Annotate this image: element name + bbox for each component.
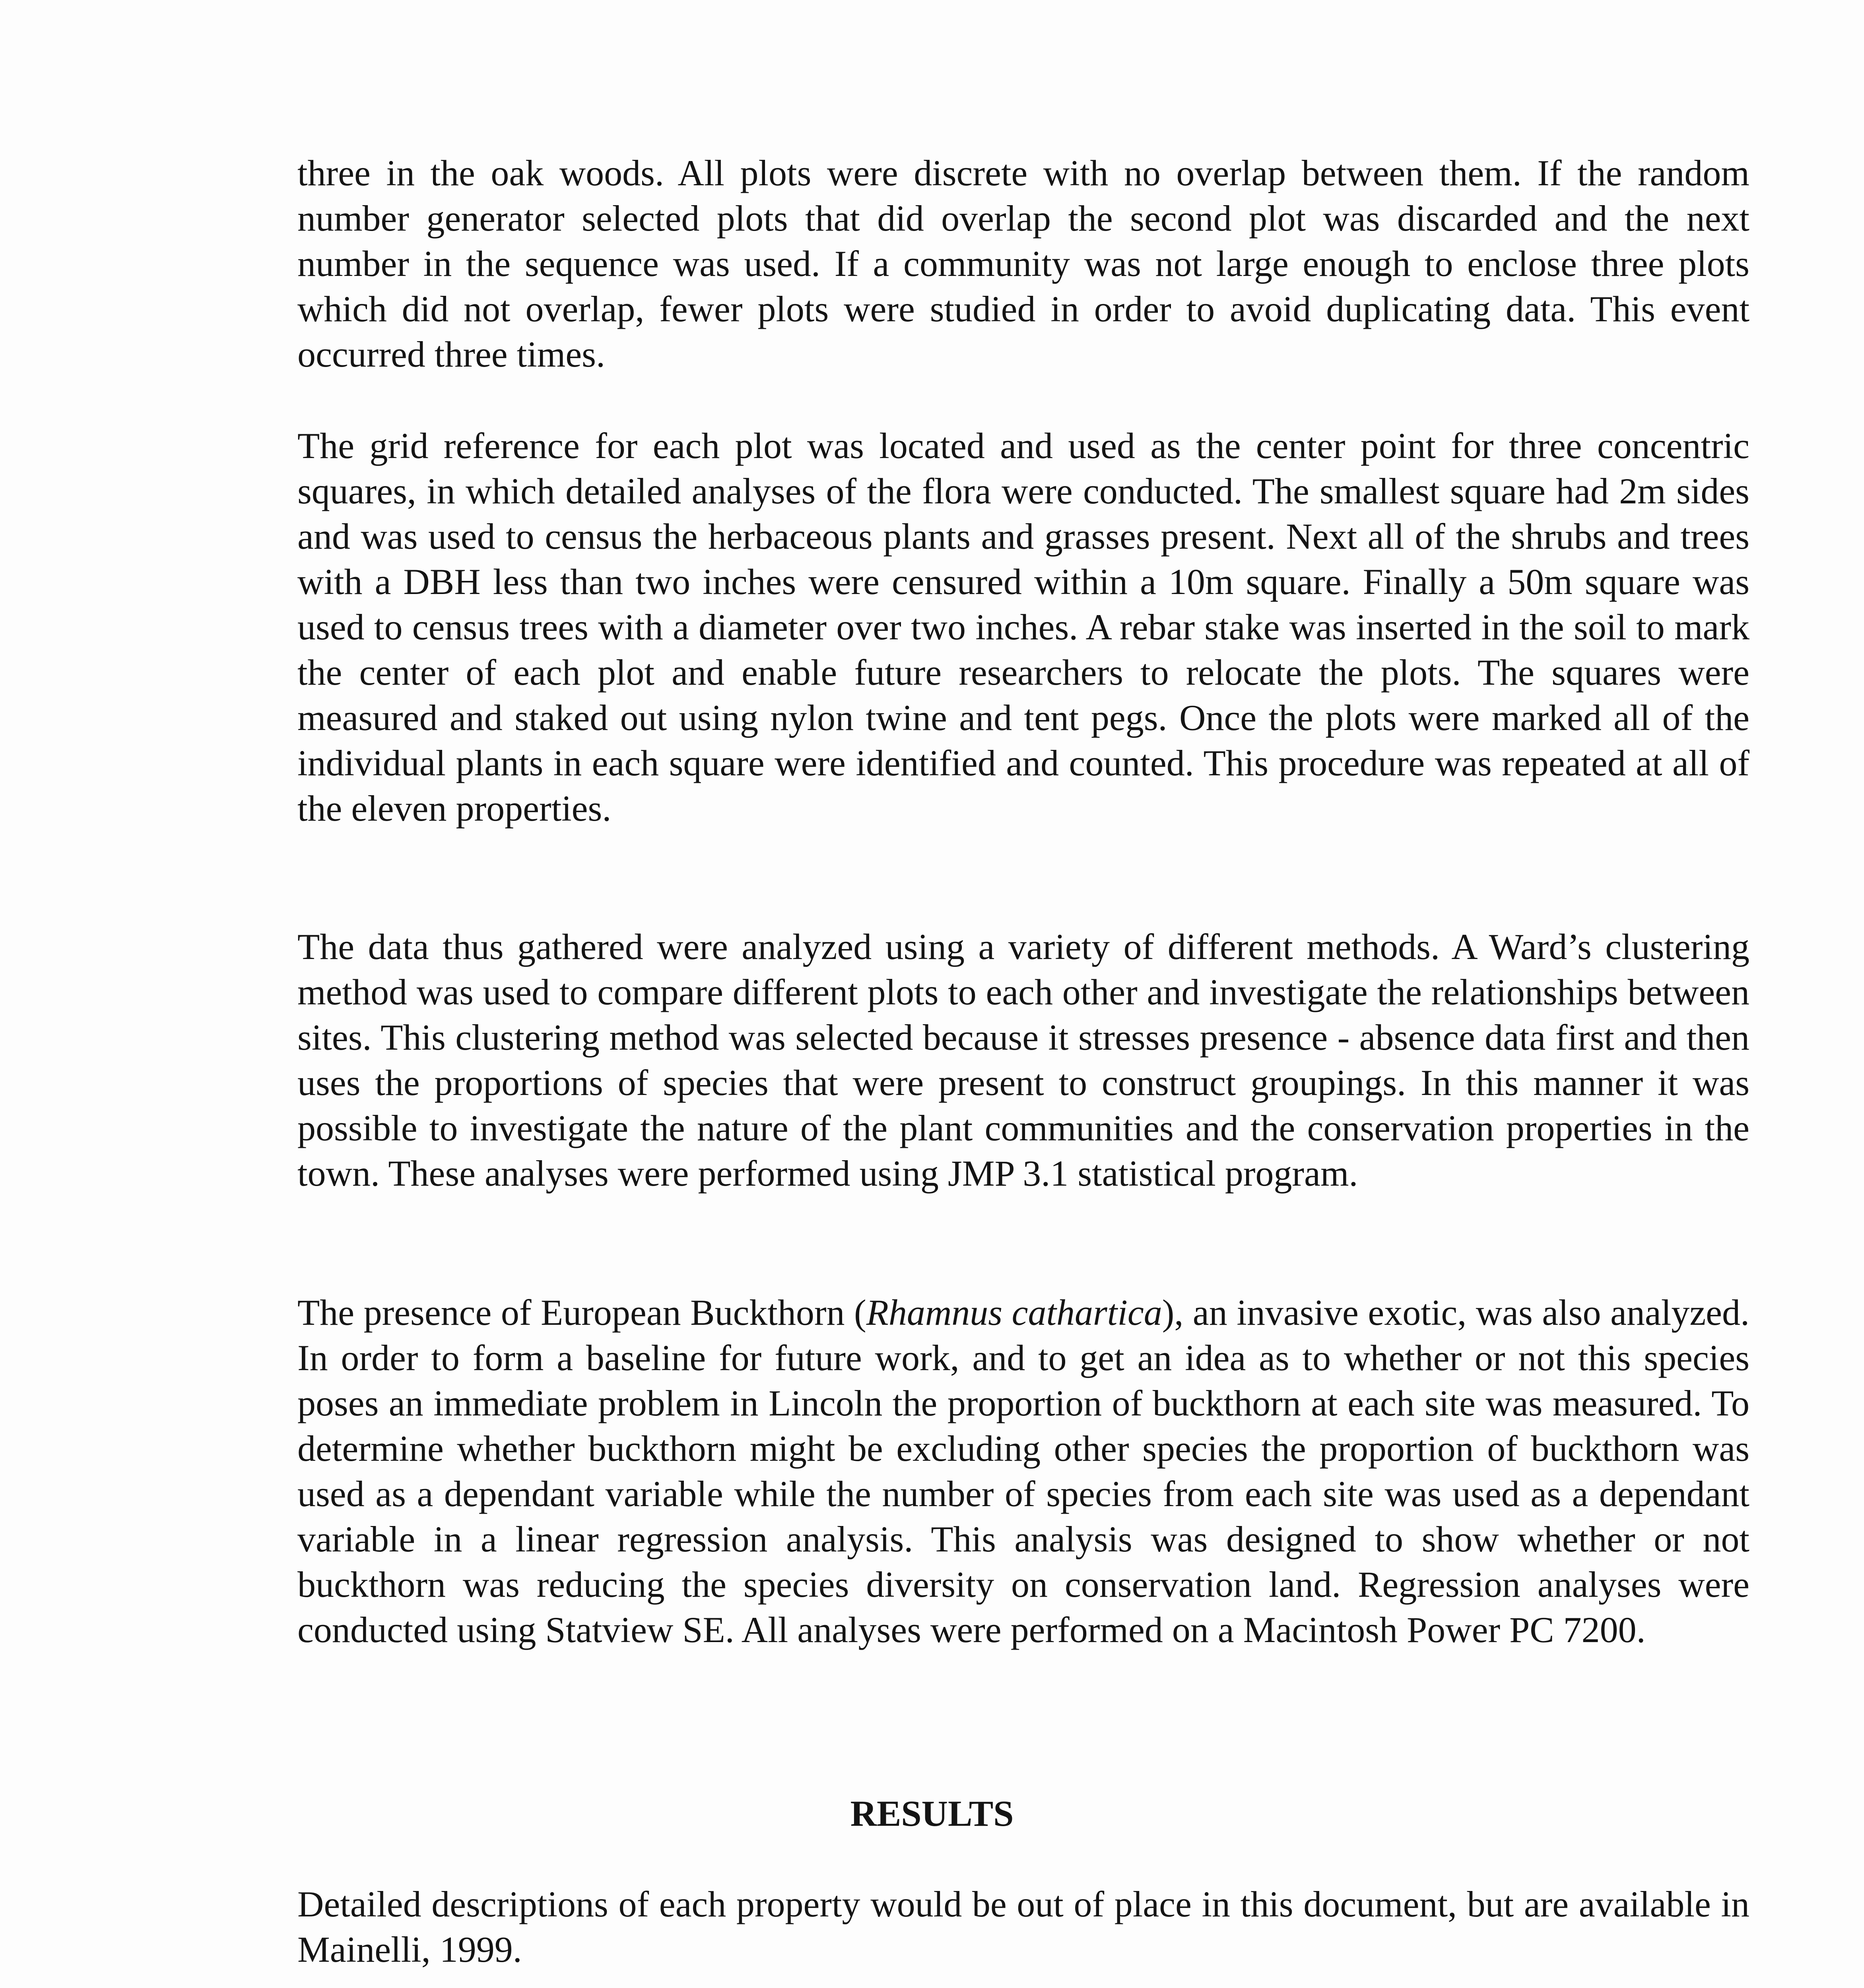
species-name: Rhamnus cathartica xyxy=(866,1292,1162,1333)
buckthorn-text-before: The presence of European Buckthorn ( xyxy=(297,1292,866,1333)
buckthorn-text-after: ), an invasive exotic, was also analyzed. In order to form a baseline for future work, and to get an idea as to whether or not this species poses an immediate problem in Lincoln the proportion of buckthorn at each site was measured. To determine whether buckthorn might be excluding other species the proportion of buckthorn was used as a dependant variable while the number of species from each site was used as a dependant variable in a linear regression analysis. This analysis was designed to show whether or not buckthorn was reducing the species diversity on conservation land. Regression analyses were conducted using Statview SE. All analyses were performed on a Macintosh Power PC 7200. xyxy=(297,1292,1749,1650)
paragraph-grid-reference: The grid reference for each plot was located and used as the center point for three concentric squares, in which detailed analyses of the flora were conducted. The smallest square had 2m sides and was used to census the herbaceous plants and grasses present. Next all of the shrubs and trees with a DBH less than two inches were censured within a 10m square. Finally a 50m square was used to census trees with a diameter over two inches. A rebar stake was inserted in the soil to mark the center of each plot and enable future researchers to relocate the plots. The squares were measured and staked out using nylon twine and tent pegs. Once the plots were marked all of the individual plants in each square were identified and counted. This procedure was repeated at all of the eleven properties. xyxy=(297,425,1749,829)
paragraph-data-analysis: The data thus gathered were analyzed using a variety of different methods. A Ward’s clustering method was used to compare different plots to each other and investigate the relationships between sites. This clustering method was selected because it stresses presence - absence data first and then uses the proportions of species that were present to construct groupings. In this manner it was possible to investigate the nature of the plant communities and the conservation properties in the town. These analyses were performed using JMP 3.1 statistical program. xyxy=(297,926,1749,1194)
paragraph-buckthorn xyxy=(297,1290,1749,1652)
paragraph-plot-selection: three in the oak woods. All plots were discrete with no overlap between them. If the random number generator selected plots that did overlap the second plot was discarded and the next number in the sequence was used. If a community was not large enough to enclose three plots which did not overlap, fewer plots were studied in order to avoid duplicating data. This event occurred three times. xyxy=(297,153,1749,375)
paragraph-property-descriptions: Detailed descriptions of each property would be out of place in this document, but are available in Mainelli, 1999. xyxy=(297,1884,1749,1970)
results-heading: RESULTS xyxy=(850,1793,1014,1834)
